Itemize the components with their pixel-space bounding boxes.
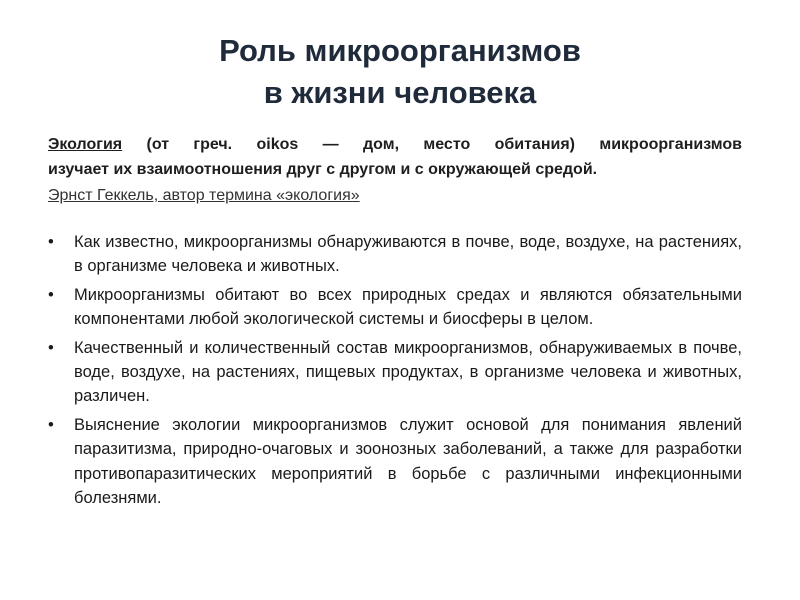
bullet-list xyxy=(48,230,742,514)
slide-title xyxy=(0,30,800,114)
title-line-1: Роль микроорганизмов xyxy=(219,33,581,68)
definition-paragraph xyxy=(48,132,742,182)
bullet-text: Как известно, микроорганизмы обнаруживаются в почве, воде, воздухе, на растениях, в организме человека и животных. xyxy=(74,233,742,276)
bullet-dot: • xyxy=(48,233,54,251)
bullet-dot: • xyxy=(48,285,54,304)
author-attribution: Эрнст Геккель, автор термина «экология» xyxy=(48,187,360,204)
definition-text-line-2: изучает их взаимоотношения друг с другом и с окружающей средой. xyxy=(48,161,598,178)
bullet-dot: • xyxy=(48,338,54,357)
bullet-dot: • xyxy=(48,415,54,434)
bullet-item xyxy=(48,336,742,409)
bullet-text: Микроорганизмы обитают во всех природных средах и являются обязательными компонентами любой экологической системы и биосферы в целом. xyxy=(74,285,742,329)
bullet-item xyxy=(48,283,742,332)
bullet-item xyxy=(48,230,742,279)
bullet-text: Качественный и количественный состав микроорганизмов, обнаруживаемых в почве, воде, воздухе, на растениях, пищевых продуктах, в организме человека и животных, различен. xyxy=(74,338,742,406)
bullet-text: Выяснение экологии микроорганизмов служит основой для понимания явлений паразитизма, природно-очаговых и зоонозных заболеваний, а также для разработки противопаразитических мероприятий в борьбе с различными инфекционными болезнями. xyxy=(74,415,742,508)
bullet-item xyxy=(48,413,742,511)
title-line-2: в жизни человека xyxy=(263,75,537,110)
definition-text-line-1: (от греч. oikos — дом, место обитания) микроорганизмов xyxy=(122,136,742,153)
definition-term: Экология xyxy=(48,136,123,153)
